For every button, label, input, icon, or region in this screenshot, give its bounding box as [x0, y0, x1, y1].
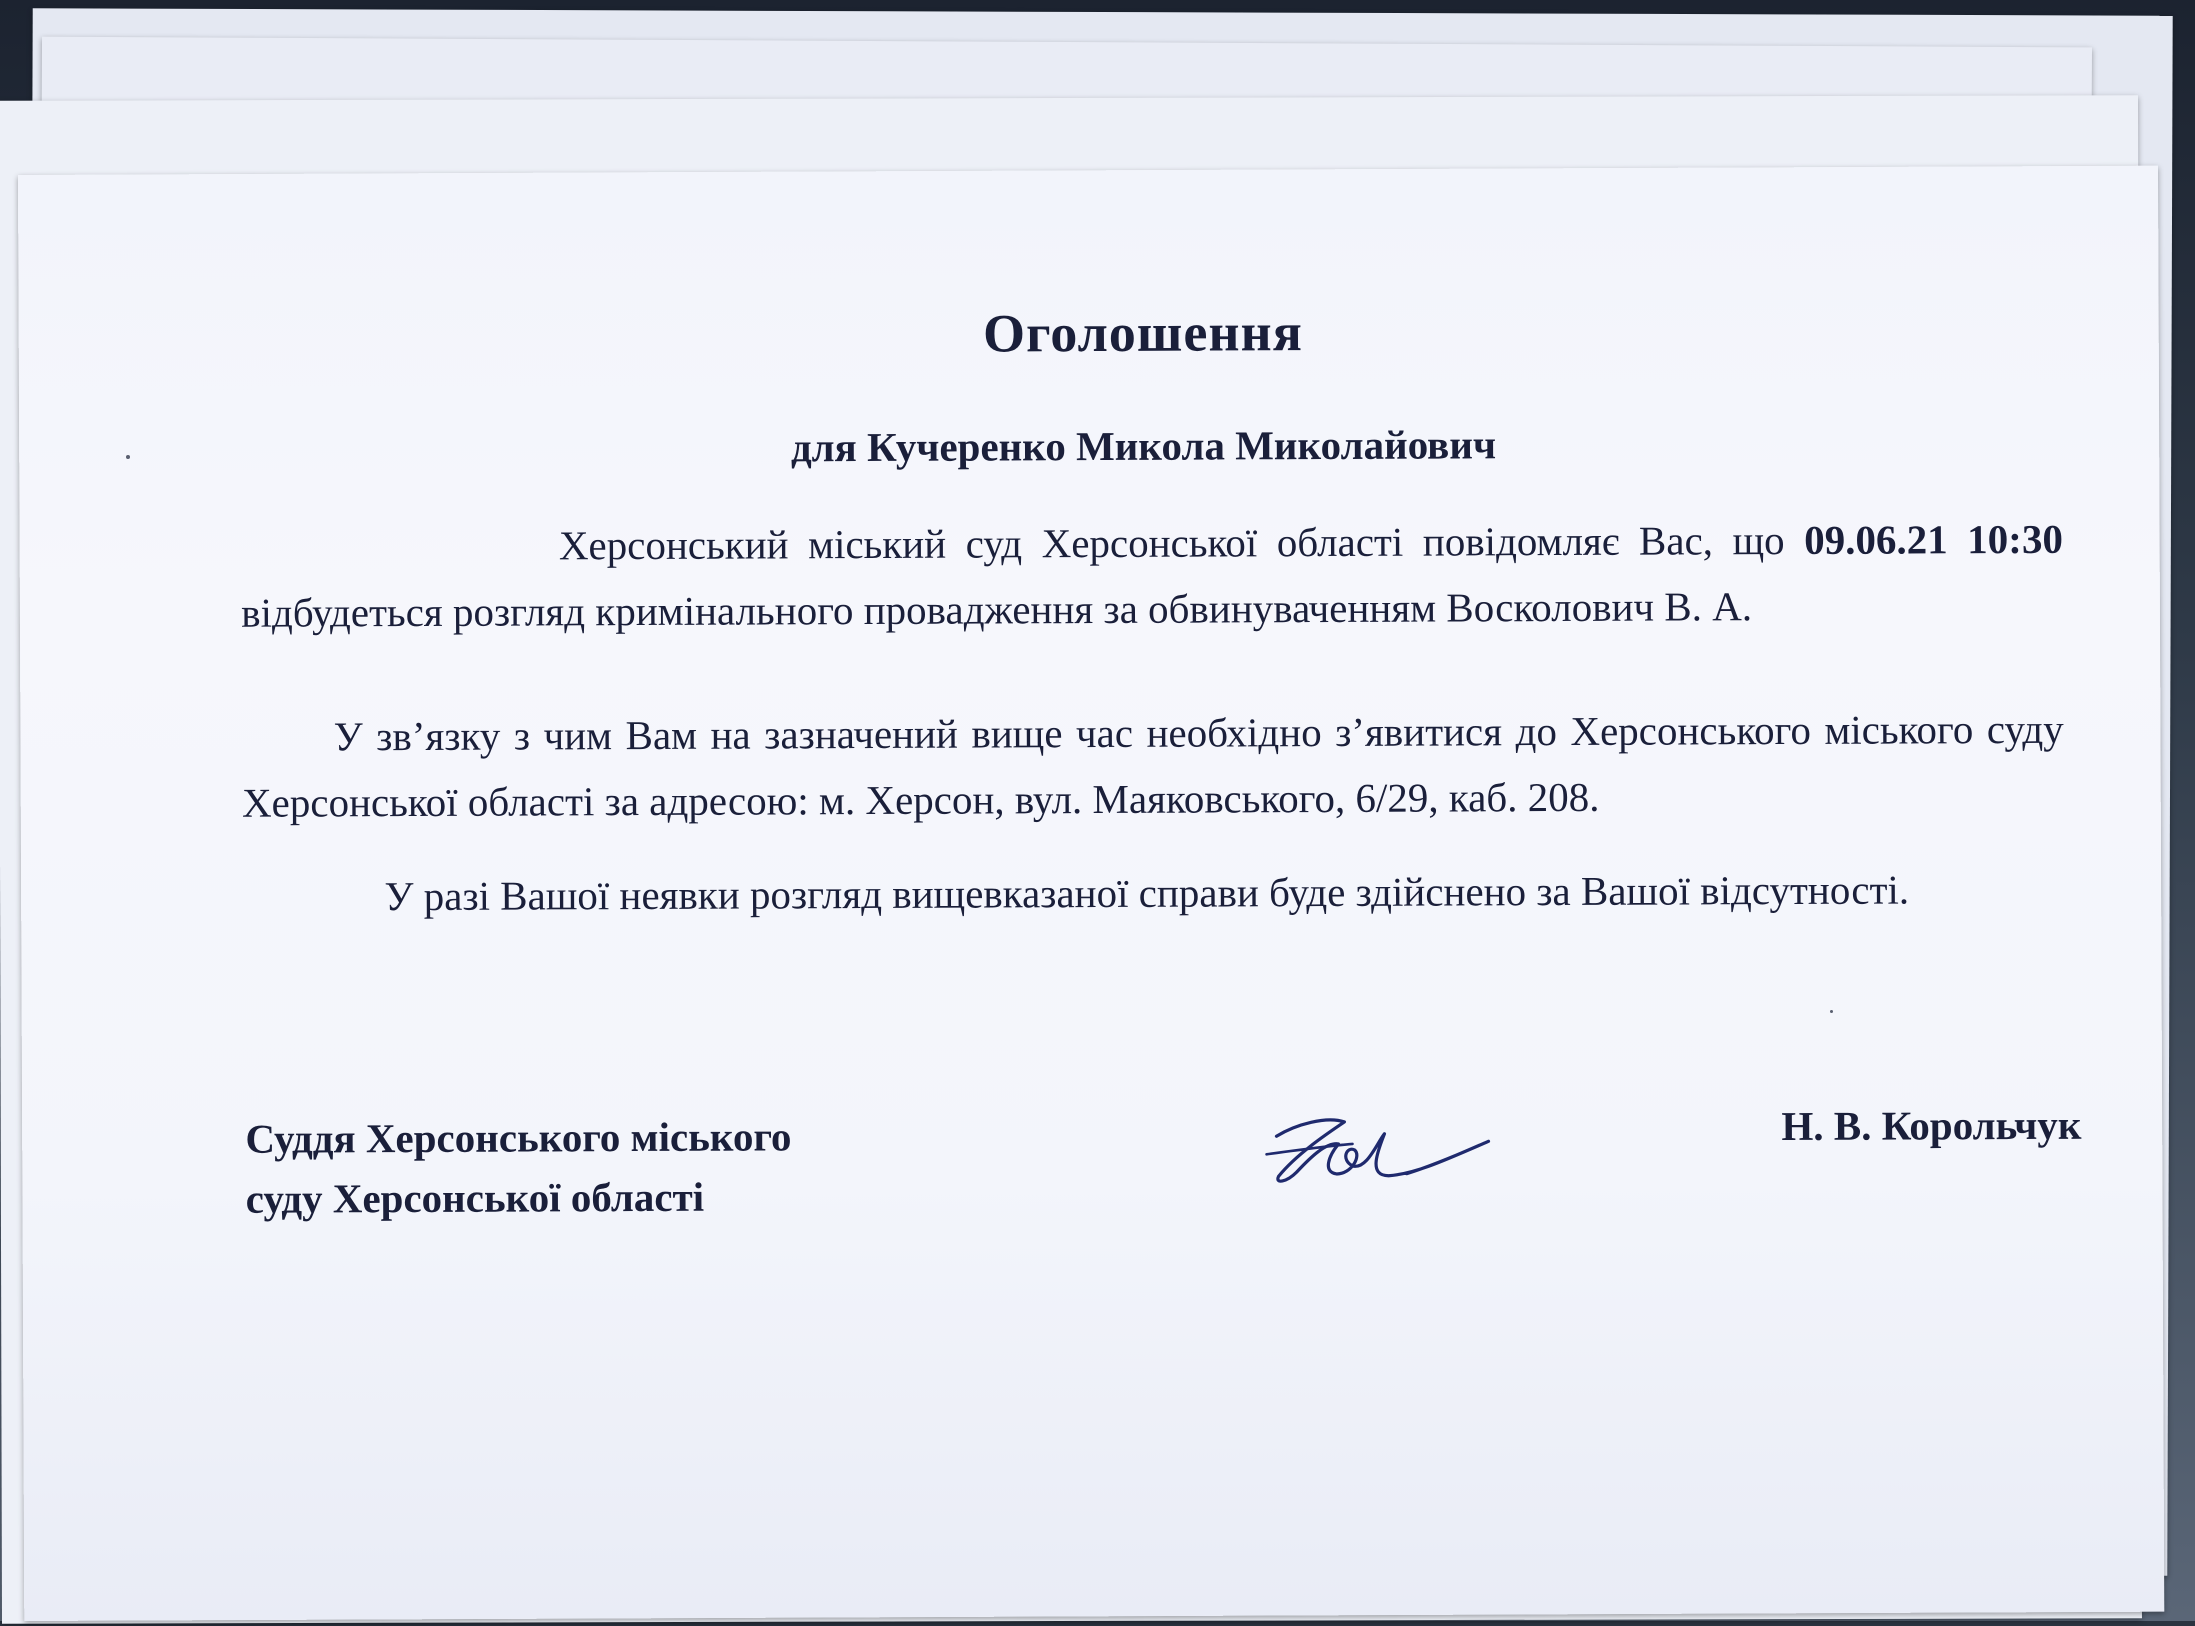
paper-speck: [1830, 1010, 1833, 1013]
paper-speck: [126, 455, 130, 459]
judge-title-line-2: суду Херсонської області: [245, 1173, 705, 1222]
notice-title: Оголошення: [982, 302, 1303, 364]
judge-name: Н. В. Корольчук: [1781, 1101, 2082, 1150]
notice-paragraph-1: [241, 506, 2064, 646]
paragraph-3-text: У разі Вашої неявки розгляд вищевказаної справи буде здійснено за Вашої відсутності.: [384, 866, 1910, 920]
judge-title-line-1: Суддя Херсонського міського: [245, 1113, 792, 1162]
judge-title: [245, 1106, 792, 1228]
hearing-datetime: 09.06.21 10:30: [1804, 515, 2064, 563]
notice-paragraph-3: [242, 856, 2064, 930]
notice-addressee: для Кучеренко Микола Миколайович: [790, 421, 1497, 471]
paragraph-2-text: У зв’язку з чим Вам на зазначений вище час необхідно з’явитися до Херсонського міського суду Херсонської області за адресою: м. Херсон, вул. Маяковського, 6/29, каб. 208.: [241, 705, 2064, 826]
notice-paragraph-2: [242, 696, 2065, 836]
paragraph-1-rest: відбудеться розгляд кримінального провадження за обвинуваченням Восколович В. А.: [241, 583, 1753, 636]
handwritten-signature: [1256, 1093, 1496, 1204]
paragraph-1-text: Херсонський міський суд Херсонської області повідомляє Вас, що: [558, 517, 1785, 569]
